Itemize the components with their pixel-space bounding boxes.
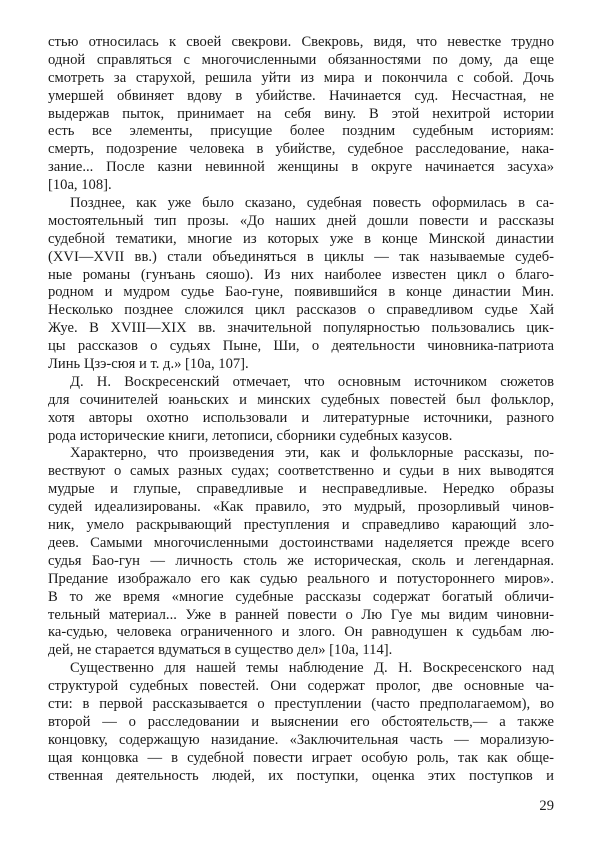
text-line: смотреть за старухой, решила уйти из мира и покончила с собой. Дочь — [48, 69, 554, 86]
page-number: 29 — [539, 798, 554, 814]
text-line: мостоятельный тип прозы. «До наших дней дошли повести и рассказы — [48, 212, 554, 229]
text-line: умершей обвиняет вдову в убийстве. Начинается суд. Несчастная, не — [48, 87, 554, 104]
text-line: сти: в первой рассказывается о преступлении (часто предполагаемом), во — [48, 695, 554, 712]
paragraph — [48, 374, 554, 446]
text-line: деев. Самыми многочисленными достоинствами наделяется прежде всего — [48, 534, 554, 551]
paragraph — [48, 660, 554, 785]
text-line: смерть, подозрение человека в убийстве, судебное расследование, нака- — [48, 141, 554, 158]
text-line: второй — о расследовании и выяснении его обстоятельств,— а также — [48, 713, 554, 730]
text-line: стью относилась к своей свекрови. Свекровь, видя, что невестке трудно — [48, 34, 554, 50]
text-line: Характерно, что произведения эти, как и фольклорные рассказы, по- — [70, 445, 554, 462]
text-line: дей, не старается вдуматься в существо дел» [10а, 114]. — [48, 642, 393, 659]
text-line: есть все элементы, присущие более поздним судебным историям: — [48, 123, 554, 140]
text-line: В то же время «многие судебные рассказы содержат богатый обличи- — [48, 588, 554, 605]
text-line: ка-судью, человека ограниченного и злого. Он равнодушен к судьбам лю- — [48, 624, 554, 641]
text-line: рода исторические книги, летописи, сборники судебных казусов. — [48, 427, 453, 444]
text-line: Жуе. В XVIII—XIX вв. значительной популярностью пользовались цик- — [48, 320, 554, 337]
text-line: Д. Н. Воскресенский отмечает, что основным источником сюжетов — [70, 373, 554, 390]
text-line: тельный материал... Уже в ранней повести о Лю Гуе мы видим чиновни- — [48, 606, 554, 623]
text-line: Линь Цзэ-сюя и т. д.» [10а, 107]. — [48, 356, 249, 373]
text-line: ственная деятельность людей, их поступки, оценка этих поступков и — [48, 767, 554, 784]
text-line: [10а, 108]. — [48, 177, 112, 194]
text-line: Предание изображало его как судью реального и потустороннего миров». — [48, 570, 554, 587]
text-line: судей идеализированы. «Как правило, это мудрый, прозорливый чинов- — [48, 499, 554, 516]
text-line: зание... После казни невинной женщины в округе начинается засуха» — [48, 159, 554, 176]
text-line: выдержав пыток, принимает на себя вину. В этой нехитрой истории — [48, 105, 554, 122]
text-line: структурой судебных повестей. Они содержат пролог, две основные ча- — [48, 678, 554, 695]
text-line: судья Бао-гун — личность столь же историческая, сколь и легендарная. — [48, 552, 554, 569]
text-line: ник, умело раскрывающий преступления и справедливо карающий зло- — [48, 517, 554, 534]
text-line: Позднее, как уже было сказано, судебная повесть оформилась в са- — [70, 195, 554, 212]
paragraph — [48, 34, 554, 195]
text-line: вествуют о самых разных судах; соответственно и судьи в них выводятся — [48, 463, 554, 480]
paragraph — [48, 445, 554, 660]
text-line: щая концовка — в судебной повести играет особую роль, так как обще- — [48, 749, 554, 766]
text-line: Существенно для нашей темы наблюдение Д. Н. Воскресенского над — [70, 660, 554, 677]
text-line: цы рассказов о судьях Пыне, Ши, о деятельности чиновника-патриота — [48, 338, 554, 355]
text-line: одной справляться с многочисленными обязанностями по дому, да еще — [48, 51, 554, 68]
text-line: Несколько позднее сложился цикл рассказов о справедливом судье Хай — [48, 302, 554, 319]
text-line: мудрые и глупые, справедливые и несправедливые. Нередко образы — [48, 481, 554, 498]
text-line: ные романы (гунъань сяошо). Из них наиболее известен цикл о благо- — [48, 266, 554, 283]
text-line: концовку, содержащую назидание. «Заключительная часть — морализую- — [48, 731, 554, 748]
text-line: судебной тематики, многие из которых уже в конце Минской династии — [48, 230, 554, 247]
text-line: родном и мудром судье Бао-гуне, появившийся в конце династии Мин. — [48, 284, 554, 301]
page-body — [48, 34, 554, 785]
paragraph — [48, 195, 554, 374]
text-line: хотя авторы охотно использовали и литературные источники, разного — [48, 409, 554, 426]
text-line: (XVI—XVII вв.) стали объединяться в циклы — так называемые судеб- — [48, 248, 554, 265]
text-line: для сочинителей юаньских и минских судебных повестей был фольклор, — [48, 391, 554, 408]
